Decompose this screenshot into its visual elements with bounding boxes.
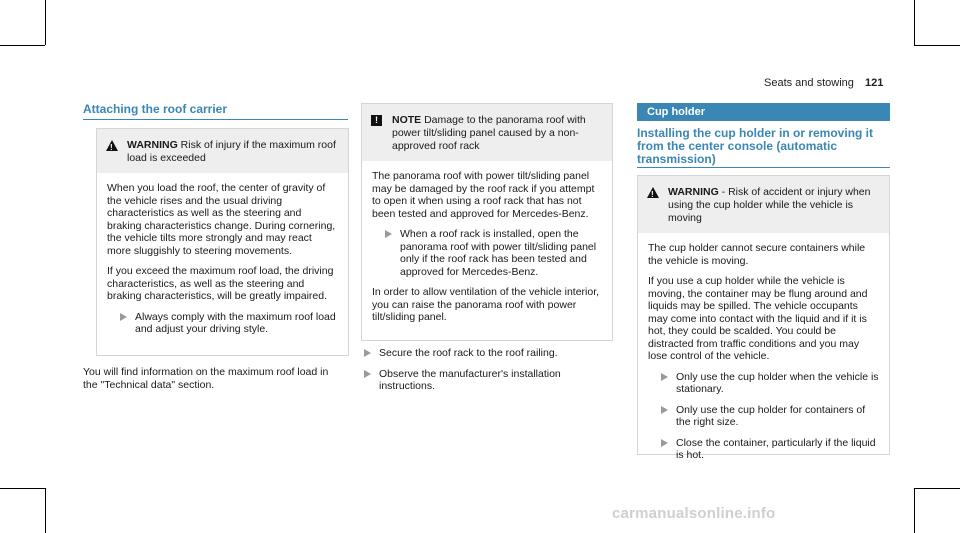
warning-icon (106, 140, 118, 151)
watermark: carmanualsonline.info (612, 505, 776, 522)
crop-mark (914, 488, 915, 533)
arrow-right-icon (120, 313, 127, 321)
note-body (362, 161, 612, 342)
warning-label: WARNING (668, 186, 719, 198)
warning-box-roof-load (96, 128, 349, 356)
arrow-right-icon (661, 406, 668, 414)
step-text: Only use the cup holder when the vehicle is stationary. (676, 370, 879, 395)
step-text: Only use the cup holder for containers of the right size. (676, 403, 866, 428)
note-header (362, 104, 612, 161)
note-label: NOTE (392, 114, 422, 126)
crop-mark (45, 488, 46, 533)
page-number: 121 (864, 77, 884, 89)
crop-mark (914, 0, 915, 45)
crop-mark (914, 488, 960, 489)
warning-icon (647, 187, 659, 198)
warning-text: - Risk of accident or injury when using the cup holder while the vehicle is moving (668, 186, 871, 224)
page-header (764, 77, 883, 89)
crop-mark (45, 0, 46, 45)
heading-rule (83, 119, 348, 120)
warning-text: Risk of injury if the maximum roof load is exceeded (127, 139, 336, 164)
warning-body (638, 233, 889, 480)
note-paragraph: The panorama roof with power tilt/sliding panel may be damaged by the roof rack if you attempt to open it when using a roof rack that has not been tested and approved for Mercedes-Benz. (372, 170, 595, 220)
step-item (648, 437, 879, 462)
step-text: Always comply with the maximum roof load and adjust your driving style. (135, 310, 336, 335)
crop-mark (0, 45, 45, 46)
arrow-right-icon (661, 373, 668, 381)
section-title: Cup holder (647, 106, 706, 118)
exclamation-icon: ! (371, 115, 382, 126)
step-item (361, 368, 613, 393)
step-item (372, 228, 602, 278)
section-name: Seats and stowing (764, 77, 854, 89)
note-text: Damage to the panorama roof with power tilt/sliding panel caused by a non-approved roof rack (392, 114, 586, 152)
warning-header (638, 176, 889, 233)
warning-paragraph: When you load the roof, the center of gravity of the vehicle rises and the usual driving characteristics as well as the steering and braking characteristics change. During cornering, the vehicle tilts more strongly and may react more sluggishly to steering movements. (107, 182, 336, 257)
steps-list (361, 347, 613, 401)
warning-paragraph: If you exceed the maximum roof load, the driving characteristics, as well as the steering and braking characteristics, will be greatly impaired. (107, 265, 334, 302)
warning-label: WARNING (127, 139, 178, 151)
note-paragraph: In order to allow ventilation of the vehicle interior, you can raise the panorama roof with power tilt/sliding panel. (372, 286, 600, 323)
step-item (648, 404, 879, 429)
step-text: Observe the manufacturer's installation instructions. (379, 367, 561, 392)
arrow-right-icon (661, 439, 668, 447)
step-item (648, 371, 879, 396)
arrow-right-icon (364, 370, 371, 378)
crop-mark (0, 488, 45, 489)
step-item (107, 311, 338, 336)
right-heading: Installing the cup holder in or removing it from the center console (automatic transmission) (637, 126, 874, 166)
step-text: Close the container, particularly if the liquid is hot. (676, 436, 876, 461)
left-heading: Attaching the roof carrier (83, 102, 228, 116)
warning-paragraph: The cup holder cannot secure containers while the vehicle is moving. (648, 242, 866, 267)
info-paragraph: You will find information on the maximum roof load in the "Technical data" section. (83, 366, 329, 391)
warning-body (97, 173, 348, 354)
step-item (361, 347, 613, 360)
step-text: When a roof rack is installed, open the panorama roof with power tilt/sliding panel only if the roof rack has been tested and approved for Mercedes-Benz. (400, 228, 597, 278)
note-box-panorama-roof (361, 103, 613, 341)
warning-paragraph: If you use a cup holder while the vehicle is moving, the container may be flung around and liquids may be spilled. The vehicle occupants may come into contact with the liquid and if it is hot, they could be scalded. You could be distracted from traffic conditions and you may lose control of the vehicle. (648, 275, 868, 362)
section-title-bar (637, 103, 890, 121)
arrow-right-icon (385, 230, 392, 238)
warning-box-cup-holder (637, 175, 890, 461)
step-text: Secure the roof rack to the roof railing. (379, 347, 558, 359)
arrow-right-icon (364, 349, 371, 357)
heading-rule (637, 167, 890, 168)
crop-mark (914, 45, 960, 46)
warning-header (97, 129, 348, 173)
